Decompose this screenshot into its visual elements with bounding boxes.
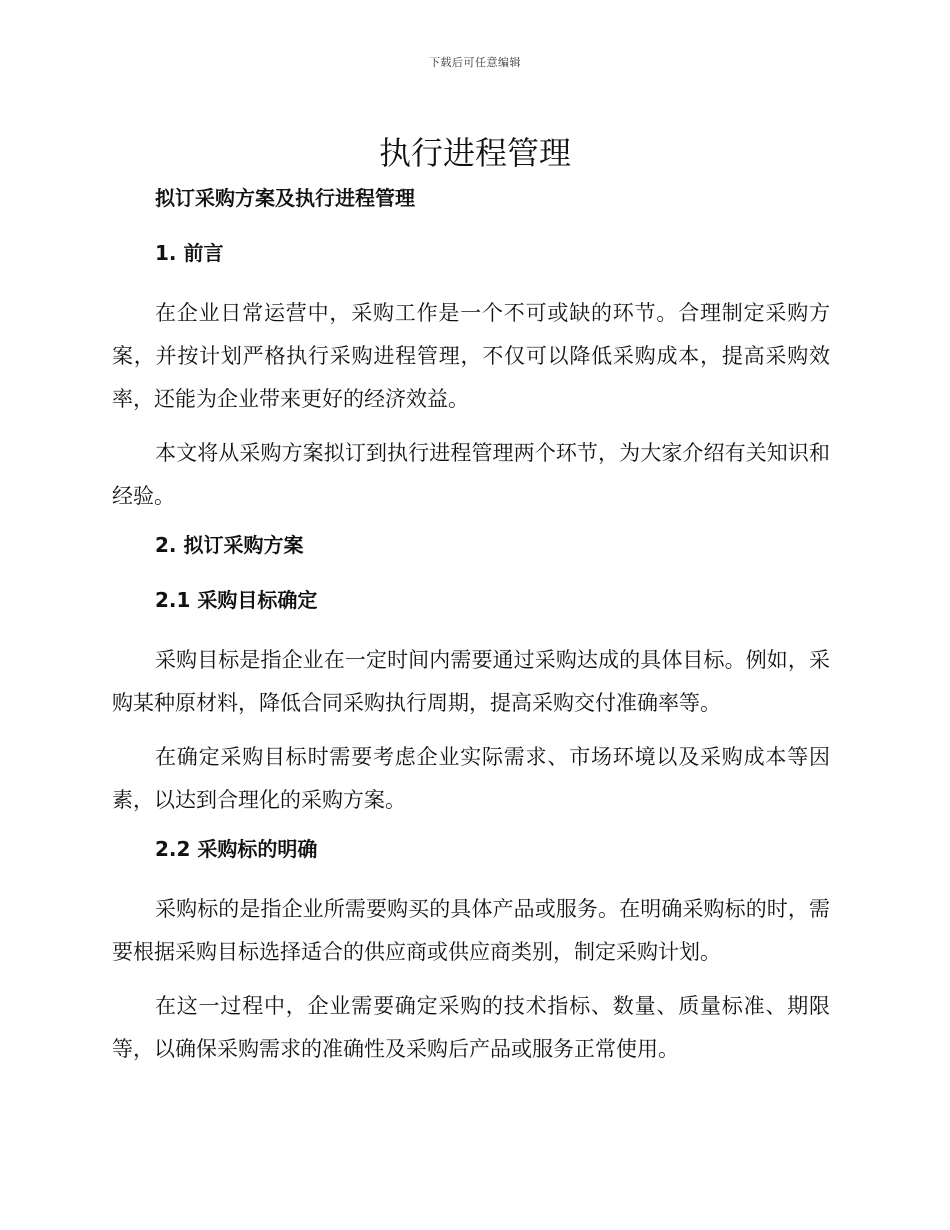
section-heading-2-1: 2.1 采购目标确定 [155,588,318,612]
header-note: 下载后可任意编辑 [429,56,521,69]
section-heading-2: 2. 拟订采购方案 [155,533,304,557]
paragraph: 采购标的是指企业所需要购买的具体产品或服务。在明确采购标的时，需要根据采购目标选择适合的供应商或供应商类别，制定采购计划。 [112,897,830,964]
paragraph: 本文将从采购方案拟订到执行进程管理两个环节，为大家介绍有关知识和经验。 [112,441,830,508]
document-subtitle: 拟订采购方案及执行进程管理 [155,186,415,210]
document-body [112,182,830,1082]
section-heading-2-2: 2.2 采购标的明确 [155,837,318,861]
paragraph: 采购目标是指企业在一定时间内需要通过采购达成的具体目标。例如，采购某种原材料，降低合同采购执行周期，提高采购交付准确率等。 [112,648,830,715]
paragraph: 在企业日常运营中，采购工作是一个不可或缺的环节。合理制定采购方案，并按计划严格执行采购进程管理，不仅可以降低采购成本，提高采购效率，还能为企业带来更好的经济效益。 [112,301,830,411]
section-heading-1: 1. 前言 [155,241,224,265]
document-title: 执行进程管理 [378,134,571,172]
paragraph: 在这一过程中，企业需要确定采购的技术指标、数量、质量标准、期限等，以确保采购需求的准确性及采购后产品或服务正常使用。 [112,994,830,1061]
paragraph: 在确定采购目标时需要考虑企业实际需求、市场环境以及采购成本等因素，以达到合理化的采购方案。 [112,745,830,812]
